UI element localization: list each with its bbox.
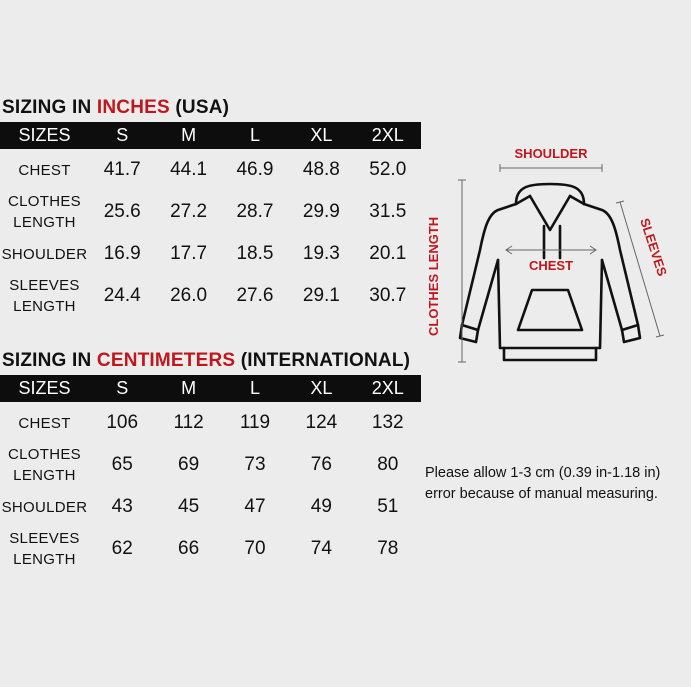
title-suffix: (INTERNATIONAL) [235,350,411,371]
note-line: Please allow 1-3 cm (0.39 in-1.18 in) [425,465,661,481]
centimeters-size-table [0,375,421,570]
table-cell: 48.8 [302,159,340,180]
table-cell: 26.0 [170,285,208,306]
table-cell: 25.6 [103,201,141,222]
note-line: error because of manual measuring. [425,486,658,502]
table-cell: 80 [377,454,399,475]
table-cell: 52.0 [369,159,407,180]
table-cell: 70 [244,538,266,559]
table-cell: 16.9 [103,243,141,264]
table-row [0,191,421,233]
shoulder-label: SHOULDER [514,146,588,161]
title-suffix: (USA) [169,97,230,118]
table-cell: 18.5 [236,243,274,264]
table-row [0,402,421,444]
header-cell: 2XL [355,122,421,149]
chest-label: CHEST [528,258,574,273]
hoodie-measurement-diagram [420,140,691,370]
row-label: SHOULDER [1,245,88,263]
header-cell: L [222,375,288,402]
table-cell: 106 [106,412,139,433]
header-cell: M [155,375,221,402]
table-cell: 76 [310,454,332,475]
header-cell: XL [288,122,354,149]
measurement-note [425,463,691,505]
title-highlight: CENTIMETERS [96,350,236,371]
table-cell: 31.5 [369,201,407,222]
hoodie-icon [420,140,691,370]
table-row [0,233,421,275]
table-cell: 27.6 [236,285,274,306]
header-cell: SIZES [0,122,89,149]
inches-section-title [2,97,229,119]
title-prefix: SIZING IN [2,350,97,371]
table-cell: 51 [377,496,399,517]
table-cell: 27.2 [170,201,208,222]
table-header-row [0,375,421,402]
inches-size-table [0,122,421,317]
table-cell: 112 [173,412,204,433]
table-cell: 30.7 [369,285,407,306]
centimeters-section-title [2,350,410,372]
table-cell: 73 [244,454,266,475]
table-cell: 29.9 [302,201,340,222]
table-cell: 132 [371,412,404,433]
header-cell: S [89,122,155,149]
header-cell: 2XL [355,375,421,402]
table-cell: 62 [111,538,133,559]
header-cell: L [222,122,288,149]
header-cell: M [155,122,221,149]
table-cell: 49 [310,496,332,517]
table-cell: 24.4 [103,285,141,306]
table-cell: 65 [111,454,133,475]
row-label: SLEEVES LENGTH [9,530,80,568]
row-label: CLOTHES LENGTH [8,446,81,484]
table-cell: 66 [178,538,200,559]
table-cell: 124 [305,412,338,433]
row-label: CLOTHES LENGTH [8,193,81,231]
clothes-length-label: CLOTHES LENGTH [426,216,441,336]
table-cell: 44.1 [170,159,208,180]
header-cell: S [89,375,155,402]
row-label: CHEST [18,414,71,432]
table-cell: 69 [178,454,200,475]
table-row [0,486,421,528]
table-cell: 78 [377,538,399,559]
row-label: CHEST [18,161,71,179]
table-row [0,528,421,570]
row-label: SHOULDER [1,498,88,516]
sleeves-label: SLEEVES [637,216,670,278]
table-row [0,149,421,191]
table-row [0,444,421,486]
header-cell: XL [288,375,354,402]
table-cell: 17.7 [170,243,208,264]
table-cell: 47 [244,496,266,517]
table-cell: 20.1 [369,243,407,264]
table-cell: 74 [310,538,332,559]
table-cell: 28.7 [236,201,274,222]
title-prefix: SIZING IN [2,97,97,118]
title-highlight: INCHES [96,97,170,118]
table-cell: 43 [111,496,133,517]
table-cell: 46.9 [236,159,274,180]
table-cell: 41.7 [103,159,141,180]
table-cell: 29.1 [302,285,340,306]
table-row [0,275,421,317]
table-cell: 19.3 [302,243,340,264]
row-label: SLEEVES LENGTH [9,277,80,315]
header-cell: SIZES [0,375,89,402]
table-header-row [0,122,421,149]
table-cell: 45 [178,496,200,517]
table-cell: 119 [239,412,271,433]
